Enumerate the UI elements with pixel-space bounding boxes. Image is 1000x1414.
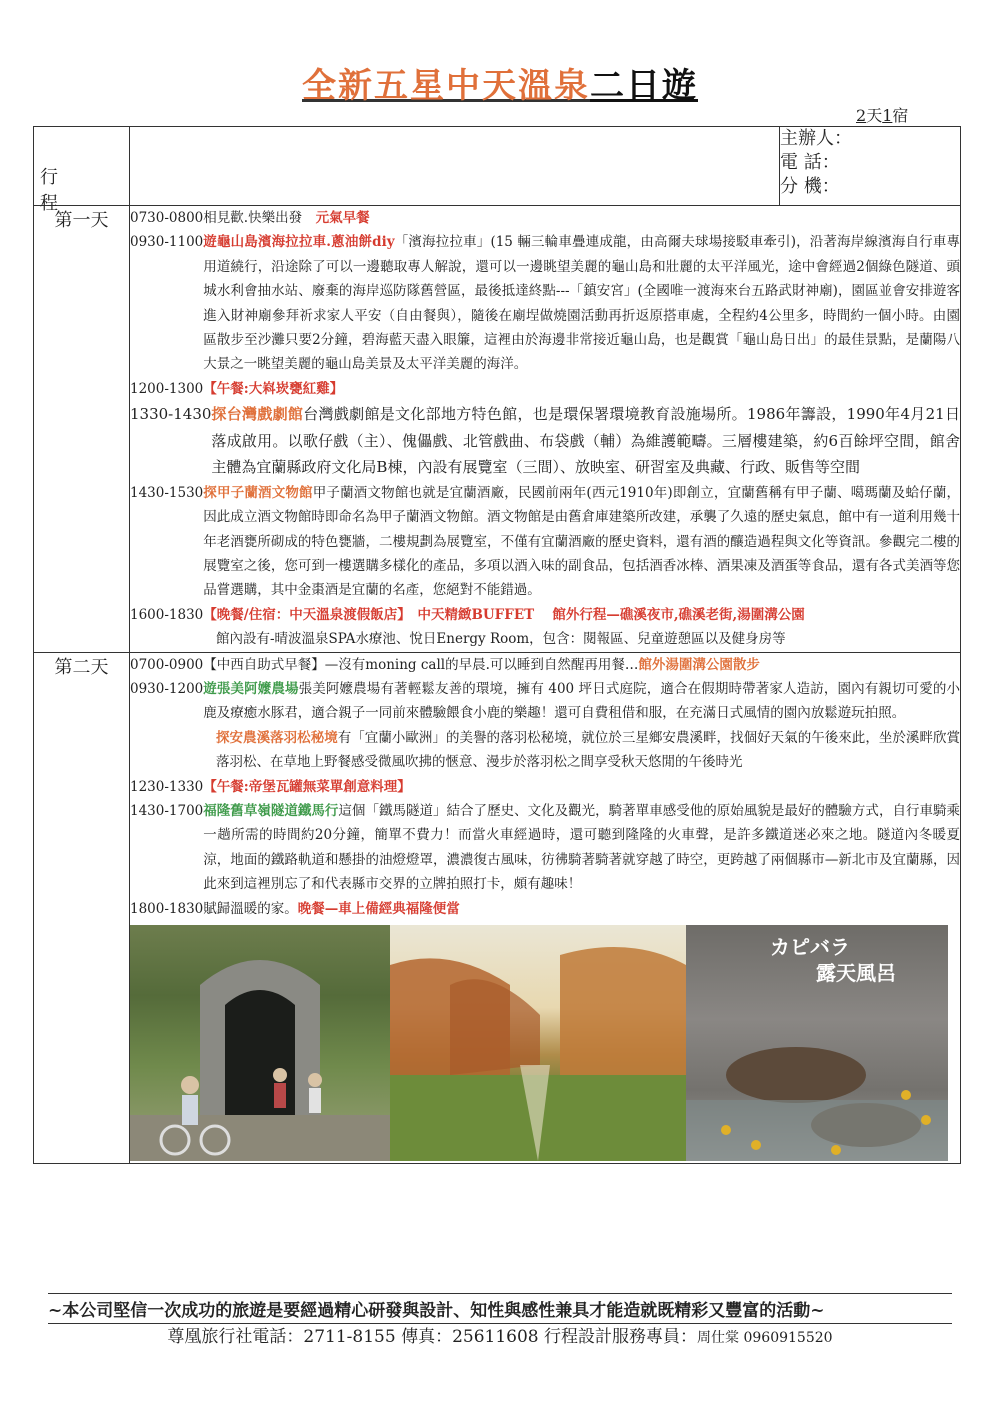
- company-slogan: ~本公司堅信一次成功的旅遊是要經過精心研發與設計、知性與感性兼具才能造就既精彩又豐富的活動~: [48, 1293, 952, 1324]
- page-title: [0, 58, 1000, 107]
- schedule-text: [203, 677, 960, 726]
- schedule-item: [130, 726, 960, 775]
- schedule-text-part: 遊龜山島濱海拉拉車.蔥油餅diy: [203, 234, 395, 251]
- day1-label: 第一天: [34, 206, 130, 653]
- schedule-time: 0930-1100: [130, 234, 204, 251]
- schedule-text-part: 晚餐—車上備經典福隆便當: [297, 900, 460, 917]
- schedule-item: [130, 775, 960, 799]
- schedule-text: [203, 206, 960, 230]
- schedule-text: [203, 603, 960, 627]
- schedule-item: [130, 799, 960, 897]
- title-main: 全新五星中天溫泉: [302, 66, 590, 106]
- schedule-text: [203, 653, 960, 677]
- phone-label: 電 話：: [780, 152, 840, 173]
- schedule-text-part: 探台灣戲劇館: [211, 405, 304, 424]
- schedule-text: [203, 230, 960, 376]
- schedule-time: 1430-1700: [130, 803, 204, 820]
- schedule-item: [130, 603, 960, 627]
- schedule-time: 0730-0800: [130, 210, 204, 226]
- photo-strip: [130, 925, 960, 1161]
- schedule-item: [130, 897, 960, 921]
- schedule-text: [216, 627, 960, 651]
- tunnel-bike-photo: [130, 925, 390, 1161]
- company-contact: [0, 1322, 1000, 1347]
- schedule-text-part: 賦歸溫暖的家。: [203, 900, 298, 917]
- schedule-text-part: 相見歡.快樂出發: [203, 210, 316, 226]
- schedule-text-part: 探安農溪落羽松秘境: [216, 729, 338, 746]
- itinerary-header-label: 行 程: [34, 127, 130, 206]
- schedule-text: [203, 775, 960, 799]
- schedule-text-part: 張美阿嬤農場有著輕鬆友善的環境，擁有 400 坪日式庭院，適合在假期時帶著家人造訪，園內有親切可愛的小鹿及療癒水豚君，適合親子一同前來體驗餵食小鹿的樂趣！還可自費租借和服，在充滿日式風情的園內放鬆遊玩拍照。: [203, 681, 960, 722]
- ext-label: 分 機：: [780, 176, 840, 197]
- schedule-item: [130, 377, 960, 401]
- header-blank: [130, 127, 780, 206]
- schedule-text-part: 元氣早餐: [315, 210, 370, 226]
- schedule-text-part: 館內設有-晴波溫泉SPA水療池、悅日Energy Room，包含：閱報區、兒童遊憩區以及健身房等: [216, 631, 786, 648]
- schedule-text-part: 這個「鐵馬隧道」結合了歷史、文化及觀光，騎著單車感受他的原始風貌是最好的體驗方式，自行車騎乘一趟所需的時間約20分鐘，簡單不費力！而當火車經過時，還可聽到隆隆的火車聲，是許多鐵道迷必來之地。隧道內冬暖夏涼，地面的鐵路軌道和懸掛的油燈燈罩，濃濃復古風味，彷彿騎著騎著就穿越了時空，更跨越了兩個縣市—新北市及宜蘭縣，因此來到這裡別忘了和代表縣市交界的立牌拍照打卡，頗有趣味！: [203, 803, 961, 893]
- schedule-item: [130, 481, 960, 603]
- schedule-text-part: 【晚餐/住宿：中天溫泉渡假飯店】 中天精緻BUFFET 館外行程—礁溪夜市,礁溪老街,湯圍溝公園: [203, 606, 805, 623]
- capybara-onsen-photo: [686, 925, 948, 1161]
- schedule-text: [203, 377, 960, 401]
- schedule-time: 1800-1830: [130, 900, 204, 917]
- schedule-time: 0930-1200: [130, 681, 204, 697]
- day2-label: 第二天: [34, 652, 130, 1163]
- agent-contact: 周仕棠 0960915520: [697, 1330, 833, 1346]
- itinerary-table: [33, 126, 961, 1164]
- schedule-time: 1230-1330: [130, 778, 204, 795]
- schedule-text: [203, 897, 960, 921]
- organizer-info: [780, 127, 961, 206]
- schedule-text-part: 甲子蘭酒文物館也就是宜蘭酒廠，民國前兩年(西元1910年)即創立，宜蘭舊稱有甲子蘭、噶瑪蘭及蛤仔蘭，因此成立酒文物館時即命名為甲子蘭酒文物館。酒文物館是由舊倉庫建築所改建，承襲了久遠的歷史氣息，館中有一道利用幾十年老酒甕所砌成的特色甕牆，二樓規劃為展覽室，不僅有宜蘭酒廠的歷史資料，還有酒的釀造過程與文化等資訊。參觀完二樓的展覽室之後，您可到一樓選購多樣化的產品，多項以酒入味的副食品，包括酒香冰棒、酒果凍及酒蛋等食品，還有各式美酒等您品嘗選購，其中金棗酒是宜蘭的名產，您絕對不能錯過。: [203, 484, 961, 599]
- contact-phone-fax: 尊凰旅行社電話：2711-8155 傳真：25611608 行程設計服務專員：: [167, 1327, 698, 1347]
- schedule-text-part: 「濱海拉拉車」(15 輛三輪車疊連成龍，由高爾夫球場接駁車牽引)，沿著海岸線濱海自行車專用道繞行，沿途除了可以一邊聽取專人解說，還可以一邊眺望美麗的龜山島和壯麗的太平洋風光，途中會經過2個綠色隧道、頭城水利會抽水站、廢棄的海岸巡防隊舊營區，最後抵達終點---「鎮安宮」(全國唯一渡海來台五路武財神廟)，園區並會安排遊客進入財神廟參拜祈求家人平安（自由餐與），隨後在廟埕做燒園活動再折返原搭車處，全程約4公里多，時間約一個小時。由園區散步至沙灘只要2分鐘，碧海藍天盡入眼簾，這裡由於海邊非常接近龜山島，也是觀賞「龜山島日出」的最佳景點，是蘭陽八大景之一眺望美麗的龜山島美景及太平洋美麗的海洋。: [203, 234, 960, 373]
- schedule-text-part: 遊張美阿嬤農場: [203, 681, 299, 697]
- schedule-item: [130, 677, 960, 726]
- schedule-text-part: 館外湯圍溝公園散步: [638, 656, 760, 673]
- title-suffix: 二日遊: [590, 66, 698, 106]
- schedule-text-part: 福隆舊草嶺隧道鐵馬行: [203, 803, 339, 820]
- tunnel-bike-illustration: [130, 925, 390, 1161]
- schedule-item: [130, 653, 960, 677]
- day2-schedule: [130, 652, 961, 1163]
- schedule-text-part: 台灣戲劇館是文化部地方特色館，也是環保署環境教育設施場所。1986年籌設，1990年4月21日落成啟用。以歌仔戲（主）、傀儡戲、北管戲曲、布袋戲（輔）為維護範疇。三層樓建築，約6百餘坪空間，館舍主體為宜蘭縣政府文化局B棟，內設有展覽室（三間）、放映室、研習室及典藏、行政、販售等空間: [211, 405, 960, 477]
- schedule-text-part: 【午餐:大嵙崁甕紅雞】: [203, 380, 344, 397]
- schedule-time: 1600-1830: [130, 606, 204, 623]
- schedule-time: 1330-1430: [130, 405, 212, 424]
- schedule-text-part: 有「宜蘭小歐洲」的美譽的落羽松秘境，就位於三星鄉安農溪畔，找個好天氣的午後來此，坐於溪畔欣賞落羽松、在草地上野餐感受微風吹拂的愜意、漫步於落羽松之間享受秋天悠閒的午後時光: [216, 729, 960, 771]
- photo-caption-onsen: 露天風呂: [816, 961, 896, 986]
- bald-cypress-illustration: [390, 925, 686, 1161]
- schedule-text: [211, 401, 960, 481]
- schedule-item: [130, 627, 960, 651]
- schedule-text: [203, 481, 960, 603]
- schedule-item: [130, 206, 960, 230]
- bald-cypress-photo: [390, 925, 686, 1161]
- schedule-text-part: 【中西自助式早餐】—沒有moning call的早晨.可以睡到自然醒再用餐…: [203, 656, 639, 673]
- schedule-text-part: 探甲子蘭酒文物館: [203, 484, 313, 501]
- schedule-time: 0700-0900: [130, 656, 204, 673]
- schedule-item: [130, 401, 960, 481]
- schedule-item: [130, 230, 960, 376]
- schedule-text: [216, 726, 960, 775]
- schedule-time: 1430-1530: [130, 484, 204, 501]
- day1-schedule: [130, 206, 961, 653]
- organizer-label: 主辦人：: [780, 128, 852, 149]
- duration-label: 2天1宿: [856, 106, 909, 125]
- schedule-text-part: 【午餐:帝堡瓦罐無菜單創意料理】: [203, 778, 411, 795]
- schedule-time: 1200-1300: [130, 380, 204, 397]
- schedule-text: [203, 799, 960, 897]
- photo-caption-capybara: カピバラ: [770, 935, 850, 960]
